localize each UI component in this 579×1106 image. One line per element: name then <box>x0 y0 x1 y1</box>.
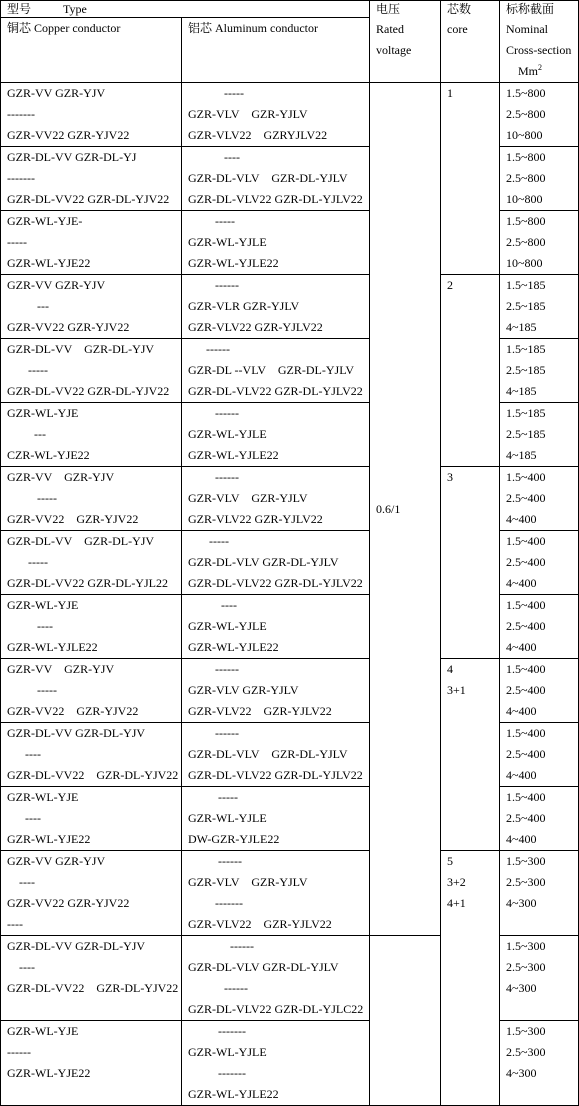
aluminum-model-cell-line: ---- <box>188 598 237 612</box>
cross-section-cell <box>500 339 579 403</box>
copper-model-cell <box>1 936 182 1021</box>
copper-model-cell-line: GZR-VV22 GZR-YJV22 <box>7 704 139 718</box>
aluminum-model-cell-line: GZR-VLV GZR-YJLV <box>188 683 299 697</box>
copper-model-cell-line: GZR-WL-YJLE22 <box>7 640 98 654</box>
aluminum-model-cell <box>182 659 370 723</box>
section-header-zh: 标称截面 <box>506 2 555 16</box>
table-body <box>1 1 579 1106</box>
rated-voltage-cell <box>370 83 441 936</box>
aluminum-model-cell-line: ------ <box>188 939 254 953</box>
copper-model-cell <box>1 595 182 659</box>
aluminum-model-cell-line: GZR-VLV22 GZR-YJLV22 <box>188 512 323 526</box>
aluminum-model-cell <box>182 851 370 936</box>
copper-model-cell-line: GZR-DL-VV22 GZR-DL-YJL22 <box>7 576 168 590</box>
copper-model-cell-line: GZR-VV GZR-YJV <box>7 470 115 484</box>
aluminum-model-cell-line: GZR-VLV GZR-YJLV <box>188 491 308 505</box>
aluminum-model-cell-line: GZR-DL --VLV GZR-DL-YJLV <box>188 363 355 377</box>
copper-model-cell-line: GZR-DL-VV GZR-DL-YJV <box>7 939 146 953</box>
aluminum-model-cell-line: GZR-VLV22 GZR-YJLV22 <box>188 704 332 718</box>
copper-model-cell-line: ---- <box>7 960 35 974</box>
copper-model-cell <box>1 275 182 339</box>
cross-section-cell <box>500 851 579 936</box>
aluminum-model-cell-line: GZR-VLV GZR-YJLV <box>188 107 308 121</box>
copper-model-cell <box>1 147 182 211</box>
aluminum-model-cell <box>182 339 370 403</box>
cross-section-cell-line: 4~400 <box>506 704 537 718</box>
cross-section-cell <box>500 403 579 467</box>
cross-section-cell-line: 1.5~400 <box>506 534 546 548</box>
copper-model-cell-line: CZR-WL-YJE22 <box>7 448 90 462</box>
voltage-header-zh: 电压 <box>376 2 401 16</box>
copper-model-cell <box>1 659 182 723</box>
aluminum-model-cell <box>182 211 370 275</box>
core-count-cell-line: 3+1 <box>447 683 466 697</box>
cross-section-cell-line: 4~185 <box>506 384 537 398</box>
copper-model-cell-line: ----- <box>7 235 27 249</box>
aluminum-model-cell-line: GZR-DL-VLV22 GZR-DL-YJLV22 <box>188 192 363 206</box>
core-header-cell <box>441 1 500 83</box>
aluminum-model-cell-line: ------ <box>188 854 242 868</box>
copper-model-cell-line: ------- <box>7 107 35 121</box>
cross-section-cell-line: 1.5~300 <box>506 854 546 868</box>
core-count-cell-line: 4+1 <box>447 896 466 910</box>
cross-section-cell-line: 4~400 <box>506 768 537 782</box>
cross-section-cell-line: 1.5~800 <box>506 86 546 100</box>
core-header-zh: 芯数 <box>447 2 472 16</box>
cross-section-cell <box>500 787 579 851</box>
aluminum-model-cell <box>182 531 370 595</box>
aluminum-model-cell-line: GZR-WL-YJLE <box>188 619 267 633</box>
copper-model-cell-line: GZR-DL-VV22 GZR-DL-YJV22 <box>7 192 170 206</box>
copper-model-cell-line: GZR-WL-YJE <box>7 790 79 804</box>
core-count-cell <box>441 275 500 467</box>
aluminum-model-cell-line: GZR-WL-YJLE <box>188 235 267 249</box>
copper-model-cell-line: GZR-VV22 GZR-YJV22 <box>7 320 130 334</box>
cross-section-cell-line: 2.5~800 <box>506 171 546 185</box>
aluminum-model-cell-line: GZR-DL-VLV22 GZR-DL-YJLC22 <box>188 1002 364 1016</box>
cross-section-cell-line: 1.5~400 <box>506 470 546 484</box>
table-row <box>1 467 579 531</box>
cross-section-cell <box>500 936 579 1021</box>
copper-header: 铜芯 Copper conductor <box>7 21 121 35</box>
cross-section-cell-line: 2.5~800 <box>506 235 546 249</box>
voltage-header-cell <box>370 1 441 83</box>
cross-section-cell-line: 4~300 <box>506 1066 537 1080</box>
section-header-nominal: Nominal <box>506 22 548 36</box>
aluminum-model-cell <box>182 936 370 1021</box>
rated-voltage-empty-cell <box>370 936 441 1106</box>
copper-model-cell-line: GZR-WL-YJE <box>7 1024 79 1038</box>
aluminum-model-cell-line: DW-GZR-YJLE22 <box>188 832 280 846</box>
aluminum-model-cell-line: ------ <box>188 278 239 292</box>
cross-section-cell-line: 1.5~800 <box>506 150 546 164</box>
cross-section-cell-line: 2.5~800 <box>506 107 546 121</box>
copper-model-cell-line: ---- <box>7 811 41 825</box>
copper-model-cell-line: ----- <box>7 363 48 377</box>
aluminum-model-cell-line: GZR-WL-YJLE22 <box>188 448 279 462</box>
core-count-cell-line: 3 <box>447 470 453 484</box>
cross-section-cell-line: 1.5~185 <box>506 278 546 292</box>
copper-model-cell-line: GZR-VV22 GZR-YJV22 <box>7 512 139 526</box>
core-count-cell <box>441 467 500 659</box>
copper-model-cell <box>1 723 182 787</box>
cross-section-cell <box>500 595 579 659</box>
core-count-cell <box>441 83 500 275</box>
aluminum-model-cell-line: GZR-WL-YJLE22 <box>188 256 279 270</box>
aluminum-model-cell-line: ------- <box>188 1066 246 1080</box>
table-row <box>1 851 579 936</box>
voltage-header-rated: Rated <box>376 22 404 36</box>
cross-section-cell-line: 2.5~300 <box>506 960 546 974</box>
aluminum-model-cell-line: ------ <box>188 406 239 420</box>
section-header-cross: Cross-section <box>506 43 572 57</box>
rated-voltage-value: 0.6/1 <box>376 501 401 516</box>
core-count-cell-line: 2 <box>447 278 453 292</box>
copper-model-cell-line: GZR-VV22 GZR-YJV22 <box>7 896 130 910</box>
copper-model-cell-line: GZR-WL-YJE <box>7 406 79 420</box>
cross-section-cell-line: 4~300 <box>506 896 537 910</box>
aluminum-model-cell-line: ------ <box>188 726 239 740</box>
aluminum-header-cell <box>182 18 370 83</box>
aluminum-model-cell-line: GZR-DL-VLV GZR-DL-YJLV <box>188 171 348 185</box>
cross-section-cell-line: 1.5~800 <box>506 214 546 228</box>
copper-model-cell-line: GZR-DL-VV22 GZR-DL-YJV22 <box>7 981 179 995</box>
section-unit-text: Mm <box>518 64 539 78</box>
core-count-cell-line: 3+2 <box>447 875 466 889</box>
cross-section-cell <box>500 147 579 211</box>
cross-section-cell-line: 1.5~185 <box>506 406 546 420</box>
copper-model-cell-line: GZR-DL-VV GZR-DL-YJV <box>7 534 155 548</box>
aluminum-model-cell-line: GZR-DL-VLV GZR-DL-YJLV <box>188 555 339 569</box>
cross-section-cell-line: 2.5~185 <box>506 363 546 377</box>
copper-model-cell-line: ----- <box>7 555 48 569</box>
copper-model-cell <box>1 211 182 275</box>
core-count-cell <box>441 851 500 1106</box>
cross-section-cell-line: 2.5~185 <box>506 427 546 441</box>
cross-section-cell-line: 2.5~400 <box>506 683 546 697</box>
copper-model-cell-line: GZR-WL-YJE22 <box>7 256 91 270</box>
copper-model-cell-line: ----- <box>7 491 57 505</box>
cross-section-cell <box>500 83 579 147</box>
table-row <box>1 659 579 723</box>
copper-model-cell-line: GZR-VV GZR-YJV <box>7 86 106 100</box>
cross-section-cell <box>500 467 579 531</box>
copper-model-cell-line: GZR-VV GZR-YJV <box>7 854 106 868</box>
copper-model-cell-line: GZR-DL-VV22 GZR-DL-YJV22 <box>7 384 170 398</box>
aluminum-model-cell-line: ----- <box>188 790 238 804</box>
type-header-zh: 型号 <box>7 2 32 16</box>
copper-model-cell <box>1 467 182 531</box>
aluminum-header: 铝芯 Aluminum conductor <box>188 21 318 35</box>
copper-model-cell-line: GZR-DL-VV GZR-DL-YJV <box>7 342 155 356</box>
copper-model-cell-line: ---- <box>7 619 53 633</box>
aluminum-model-cell-line: GZR-WL-YJLE22 <box>188 640 279 654</box>
copper-model-cell-line: --- <box>7 427 46 441</box>
cross-section-cell-line: 1.5~400 <box>506 726 546 740</box>
aluminum-model-cell-line: ------ <box>188 981 248 995</box>
aluminum-model-cell <box>182 83 370 147</box>
copper-model-cell-line: ----- <box>7 683 57 697</box>
cross-section-cell-line: 2.5~300 <box>506 1045 546 1059</box>
cross-section-cell-line: 10~800 <box>506 192 543 206</box>
copper-model-cell-line: ---- <box>7 875 35 889</box>
cross-section-cell-line: 1.5~185 <box>506 342 546 356</box>
table-row <box>1 275 579 339</box>
cross-section-cell-line: 4~400 <box>506 576 537 590</box>
cross-section-cell-line: 4~300 <box>506 981 537 995</box>
aluminum-model-cell-line: ------ <box>188 470 239 484</box>
cross-section-cell-line: 10~800 <box>506 256 543 270</box>
copper-model-cell-line: ------- <box>7 171 35 185</box>
aluminum-model-cell-line: GZR-WL-YJLE <box>188 811 267 825</box>
core-header-en: core <box>447 22 468 36</box>
core-count-cell-line: 5 <box>447 854 453 868</box>
cross-section-cell <box>500 659 579 723</box>
aluminum-model-cell <box>182 467 370 531</box>
copper-model-cell-line: GZR-DL-VV22 GZR-DL-YJV22 <box>7 768 179 782</box>
type-header-cell <box>1 1 370 18</box>
copper-model-cell <box>1 851 182 936</box>
aluminum-model-cell-line: GZR-DL-VLV GZR-DL-YJLV <box>188 960 339 974</box>
cross-section-cell-line: 4~400 <box>506 512 537 526</box>
copper-model-cell-line: --- <box>7 299 49 313</box>
aluminum-model-cell-line: GZR-VLV22 GZR-YJLV22 <box>188 320 323 334</box>
cross-section-cell-line: 4~185 <box>506 320 537 334</box>
cross-section-cell-line: 1.5~300 <box>506 1024 546 1038</box>
cross-section-cell-line: 4~185 <box>506 448 537 462</box>
aluminum-model-cell <box>182 147 370 211</box>
aluminum-model-cell-line: GZR-WL-YJLE <box>188 427 267 441</box>
copper-model-cell <box>1 787 182 851</box>
cross-section-cell-line: 4~400 <box>506 832 537 846</box>
copper-model-cell-line: GZR-WL-YJE22 <box>7 1066 91 1080</box>
aluminum-model-cell-line: ------- <box>188 896 243 910</box>
copper-header-cell <box>1 18 182 83</box>
aluminum-model-cell-line: GZR-DL-VLV22 GZR-DL-YJLV22 <box>188 384 363 398</box>
copper-model-cell-line: GZR-WL-YJE- <box>7 214 83 228</box>
copper-model-cell <box>1 403 182 467</box>
aluminum-model-cell-line: GZR-DL-VLV22 GZR-DL-YJLV22 <box>188 768 363 782</box>
section-header-unit <box>506 61 578 82</box>
aluminum-model-cell-line: GZR-WL-YJLE22 <box>188 1087 279 1101</box>
aluminum-model-cell <box>182 723 370 787</box>
aluminum-model-cell <box>182 787 370 851</box>
aluminum-model-cell-line: GZR-WL-YJLE <box>188 1045 267 1059</box>
aluminum-model-cell-line: ----- <box>188 86 244 100</box>
cross-section-cell-line: 4~400 <box>506 640 537 654</box>
aluminum-model-cell <box>182 403 370 467</box>
copper-model-cell-line: ------ <box>7 1045 31 1059</box>
cross-section-cell <box>500 211 579 275</box>
aluminum-model-cell-line: ------ <box>188 662 239 676</box>
copper-model-cell-line: ---- <box>7 747 41 761</box>
core-count-cell-line: 4 <box>447 662 453 676</box>
table-row <box>1 83 579 147</box>
copper-model-cell-line: GZR-WL-YJE <box>7 598 79 612</box>
copper-model-cell-line: GZR-WL-YJE22 <box>7 832 91 846</box>
copper-model-cell <box>1 531 182 595</box>
cross-section-cell-line: 2.5~400 <box>506 811 546 825</box>
copper-model-cell <box>1 339 182 403</box>
header-row-type <box>1 1 579 18</box>
copper-model-cell-line: GZR-VV GZR-YJV <box>7 278 106 292</box>
cross-section-cell-line: 1.5~400 <box>506 598 546 612</box>
aluminum-model-cell-line: ----- <box>188 214 235 228</box>
voltage-header-voltage: voltage <box>376 43 412 57</box>
cross-section-cell <box>500 275 579 339</box>
aluminum-model-cell-line: GZR-VLV GZR-YJLV <box>188 875 308 889</box>
aluminum-model-cell-line: GZR-DL-VLV22 GZR-DL-YJLV22 <box>188 576 363 590</box>
aluminum-model-cell-line: ---- <box>188 150 240 164</box>
aluminum-model-cell-line: ------- <box>188 1024 246 1038</box>
copper-model-cell <box>1 83 182 147</box>
cross-section-cell-line: 1.5~400 <box>506 790 546 804</box>
cross-section-cell <box>500 531 579 595</box>
cross-section-cell-line: 2.5~400 <box>506 555 546 569</box>
copper-model-cell-line: ---- <box>7 917 23 931</box>
copper-model-cell-line: GZR-DL-VV GZR-DL-YJV <box>7 726 146 740</box>
section-header-cell <box>500 1 579 83</box>
copper-model-cell-line: GZR-DL-VV GZR-DL-YJ <box>7 150 137 164</box>
cross-section-cell-line: 10~800 <box>506 128 543 142</box>
cross-section-cell-line: 2.5~300 <box>506 875 546 889</box>
copper-model-cell-line: GZR-VV GZR-YJV <box>7 662 115 676</box>
type-header-en: Type <box>63 2 87 16</box>
cross-section-cell-line: 1.5~300 <box>506 939 546 953</box>
copper-model-cell-line: GZR-VV22 GZR-YJV22 <box>7 128 130 142</box>
aluminum-model-cell-line: GZR-VLR GZR-YJLV <box>188 299 300 313</box>
aluminum-model-cell-line: GZR-DL-VLV GZR-DL-YJLV <box>188 747 348 761</box>
cross-section-cell-line: 2.5~400 <box>506 747 546 761</box>
cross-section-cell-line: 2.5~400 <box>506 491 546 505</box>
aluminum-model-cell-line: ------ <box>188 342 230 356</box>
section-unit-sup: 2 <box>538 63 543 72</box>
core-count-cell-line: 1 <box>447 86 453 100</box>
aluminum-model-cell <box>182 275 370 339</box>
cross-section-cell-line: 2.5~400 <box>506 619 546 633</box>
cross-section-cell <box>500 723 579 787</box>
aluminum-model-cell-line: GZR-VLV22 GZRYJLV22 <box>188 128 328 142</box>
aluminum-model-cell-line: GZR-VLV22 GZR-YJLV22 <box>188 917 332 931</box>
cross-section-cell-line: 2.5~185 <box>506 299 546 313</box>
aluminum-model-cell-line: ----- <box>188 534 229 548</box>
aluminum-model-cell <box>182 595 370 659</box>
core-count-cell <box>441 659 500 851</box>
cross-section-cell-line: 1.5~400 <box>506 662 546 676</box>
